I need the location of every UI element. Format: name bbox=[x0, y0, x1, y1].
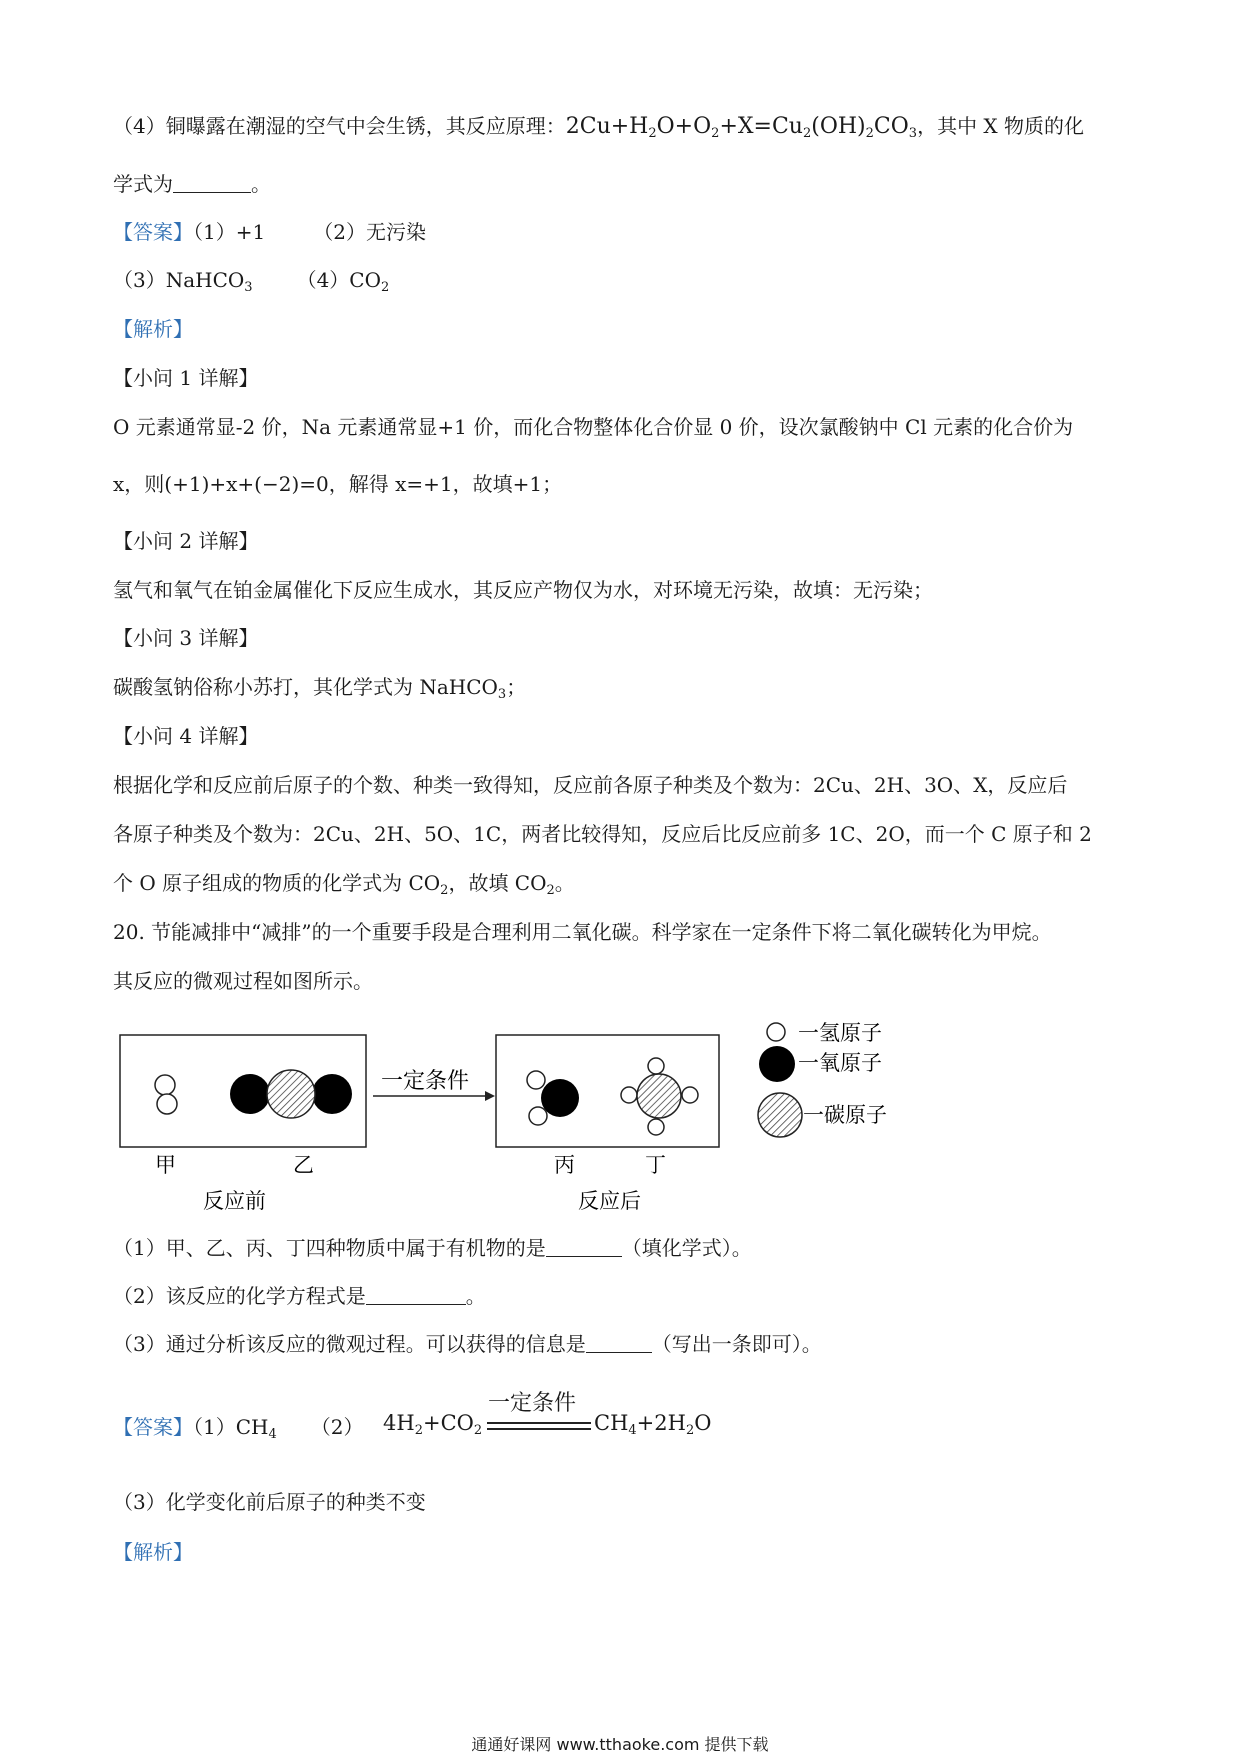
hydrogen-atom bbox=[155, 1075, 175, 1095]
oxygen-atom bbox=[230, 1074, 270, 1114]
q4-prefix: （4）铜曝露在潮湿的空气中会生锈，其反应原理： bbox=[113, 114, 566, 138]
answer-tag: 【答案】 bbox=[113, 220, 193, 244]
q4-equation: $2Cu+H_2O+O_2+X=Cu_2(OH)_2CO_3$ bbox=[565, 114, 918, 141]
q4-suffix: ，其中 X 物质的化 bbox=[917, 114, 1085, 138]
answer-blank bbox=[173, 172, 251, 193]
hydrogen-atom bbox=[648, 1058, 664, 1074]
q20-line2: 其反应的微观过程如图所示。 bbox=[113, 969, 373, 993]
analysis-tag: 【解析】 bbox=[113, 1540, 193, 1564]
oxygen-atom bbox=[312, 1074, 352, 1114]
subquestion-2-title: 【小问 2 详解】 bbox=[113, 529, 259, 553]
legend-hydrogen-icon bbox=[767, 1023, 785, 1041]
hydrogen-atom bbox=[621, 1087, 637, 1103]
reaction-diagram bbox=[113, 1022, 913, 1234]
legend-carbon-icon bbox=[758, 1093, 802, 1137]
legend-oxygen: 一氧原子 bbox=[798, 1051, 882, 1075]
label-bing: 丙 bbox=[554, 1153, 575, 1177]
hydrogen-atom bbox=[529, 1107, 547, 1125]
legend-hydrogen: 一氢原子 bbox=[798, 1022, 882, 1045]
q20-part1: （1）甲、乙、丙、丁四种物质中属于有机物的是 （填化学式）。 bbox=[113, 1236, 752, 1260]
reaction-condition: 一定条件 bbox=[488, 1391, 577, 1416]
answer-tag: 【答案】 bbox=[113, 1415, 193, 1439]
subquestion-3-title: 【小问 3 详解】 bbox=[113, 626, 259, 650]
answer19-line1: 【答案】（1）+1 （2）无污染 bbox=[113, 220, 426, 244]
label-after: 反应后 bbox=[578, 1189, 641, 1213]
s4-line1: 根据化学和反应前后原子的个数、种类一致得知，反应前各原子种类及个数为：2Cu、2H、3O、X，反应后 bbox=[113, 773, 1068, 797]
s2-line1: 氢气和氧气在铂金属催化下反应生成水，其反应产物仅为水，对环境无污染，故填：无污染； bbox=[113, 578, 933, 602]
hydrogen-atom bbox=[157, 1094, 177, 1114]
equals-bar bbox=[487, 1428, 591, 1430]
label-before: 反应前 bbox=[203, 1189, 266, 1213]
q20-line1: 20. 节能减排中“减排”的一个重要手段是合理利用二氧化碳。科学家在一定条件下将二氧化碳转化为甲烷。 bbox=[113, 920, 1052, 944]
answer20-line1: 【答案】$(1)CH_4$ （2） bbox=[113, 1415, 364, 1442]
s1-line2: x，则(+1)+x+(−2)=0，解得 x=+1，故填+1； bbox=[113, 472, 563, 496]
analysis-tag: 【解析】 bbox=[113, 317, 193, 341]
hydrogen-atom bbox=[648, 1119, 664, 1135]
s4-line2: 各原子种类及个数为：2Cu、2H、5O、1C，两者比较得知，反应后比反应前多 1C、2O，而一个 C 原子和 2 bbox=[113, 822, 1092, 846]
hydrogen-atom bbox=[527, 1071, 545, 1089]
q20-part2: （2）该反应的化学方程式是 。 bbox=[113, 1284, 486, 1308]
q20-part3: （3）通过分析该反应的微观过程。可以获得的信息是 （写出一条即可）。 bbox=[113, 1332, 822, 1356]
oxygen-atom bbox=[541, 1079, 579, 1117]
answer20-part3: （3）化学变化前后原子的种类不变 bbox=[113, 1490, 426, 1514]
label-yi: 乙 bbox=[293, 1153, 314, 1177]
page-footer: 通通好课网 www.tthaoke.com 提供下载 bbox=[471, 1735, 769, 1754]
equals-bar bbox=[487, 1422, 591, 1424]
answer20-equation-right: $CH_4+2H_2O$ bbox=[594, 1411, 712, 1438]
q4-line2: 学式为 。 bbox=[113, 172, 271, 196]
carbon-atom bbox=[267, 1070, 315, 1118]
legend-carbon: 一碳原子 bbox=[803, 1103, 887, 1127]
arrow-label: 一定条件 bbox=[381, 1069, 470, 1094]
hydrogen-atom bbox=[682, 1087, 698, 1103]
subquestion-1-title: 【小问 1 详解】 bbox=[113, 366, 259, 390]
answer19-line2: （3）NaHCO$_3$ $(4)CO_2$ bbox=[113, 268, 390, 295]
s4-line3: 个 O 原子组成的物质的化学式为 $CO_2$，故填 $CO_2$。 bbox=[113, 871, 575, 898]
label-jia: 甲 bbox=[155, 1153, 176, 1177]
legend-oxygen-icon bbox=[759, 1046, 795, 1082]
answer-blank bbox=[586, 1332, 652, 1353]
q4-line1 bbox=[113, 112, 1084, 141]
s3-line1: 碳酸氢钠俗称小苏打，其化学式为 NaHCO$_3$； bbox=[113, 675, 527, 702]
subquestion-4-title: 【小问 4 详解】 bbox=[113, 724, 259, 748]
carbon-atom bbox=[637, 1074, 681, 1118]
label-ding: 丁 bbox=[645, 1153, 666, 1177]
s1-line1: O 元素通常显-2 价，Na 元素通常显+1 价，而化合物整体化合价显 0 价，设次氯酸钠中 Cl 元素的化合价为 bbox=[113, 415, 1074, 439]
answer-blank bbox=[366, 1284, 466, 1305]
answer20-equation-left: $4H_2+CO_2$ bbox=[383, 1411, 483, 1438]
answer-blank bbox=[546, 1236, 622, 1257]
